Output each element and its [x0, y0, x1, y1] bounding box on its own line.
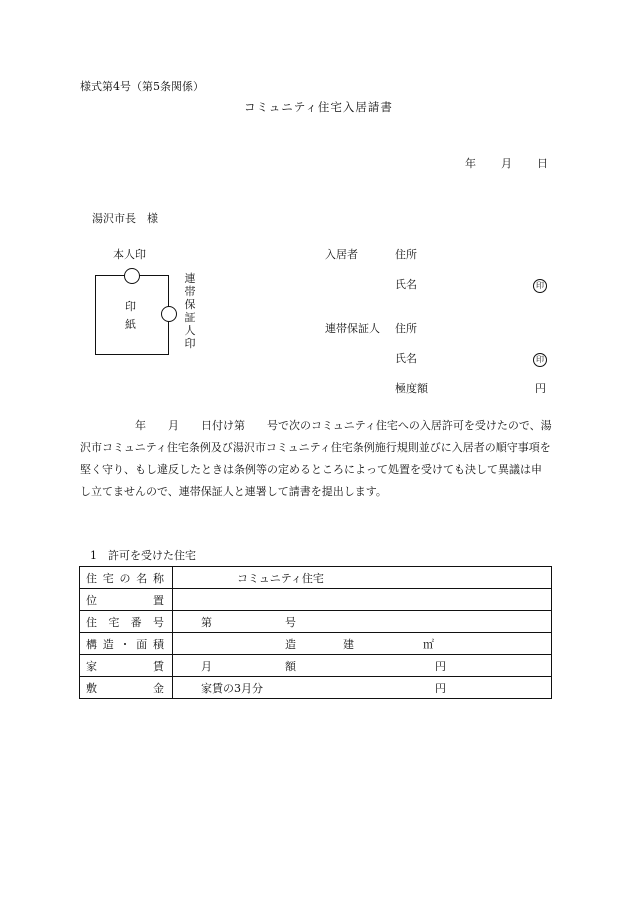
- structure-area-cell: 造 建 ㎡: [173, 633, 552, 655]
- table-row: [80, 655, 552, 677]
- date-day: 日: [537, 157, 548, 170]
- seal-icon: 印: [533, 353, 547, 367]
- addressee: 湯沢市長 様: [92, 212, 158, 225]
- stamp-box-text-1: 印: [125, 300, 136, 313]
- row-label-housing-name: 住 宅 の 名 称: [80, 567, 173, 589]
- housing-info-table: [79, 566, 552, 699]
- row-label-deposit: 敷 金: [80, 677, 173, 699]
- housing-name-cell: コミュニティ住宅: [173, 567, 552, 589]
- housing-number-cell: 第 号: [173, 611, 552, 633]
- row-label-housing-number: 住 宅 番 号: [80, 611, 173, 633]
- table-row: [80, 589, 552, 611]
- row-label-structure-area: 構 造 ・ 面 積: [80, 633, 173, 655]
- pledge-paragraph: 年 月 日付け第 号で次のコミュニティ住宅への入居許可を受けたので、湯沢市コミュニティ住宅条例及び湯沢市コミュニティ住宅条例施行規則並びに入居者の順守事項を堅く守り、もし違反したときは条例等の定めるところによって処置を受けても決して異議は申し立てませんので、連帯保証人と連署して請書を提出します。: [80, 419, 552, 498]
- section-heading: 1 許可を受けた住宅: [90, 549, 196, 562]
- guarantor-seal-mark: [533, 352, 547, 367]
- seal-circle-top: [124, 268, 140, 284]
- applicant-seal-mark: [533, 278, 547, 293]
- date-year: 年: [465, 157, 476, 170]
- table-row: [80, 677, 552, 699]
- row-label-rent: 家 賃: [80, 655, 173, 677]
- stamp-label: 本人印: [113, 248, 146, 261]
- table-row: [80, 611, 552, 633]
- stamp-box-text-2: 紙: [125, 318, 136, 331]
- deposit-cell: 家賃の3月分 円: [173, 677, 552, 699]
- table-row: [80, 567, 552, 589]
- revenue-stamp-box: [95, 275, 169, 355]
- date-month: 月: [501, 157, 512, 170]
- form-number: 様式第4号（第5条関係）: [80, 80, 204, 93]
- applicant-role: 入居者: [325, 248, 358, 261]
- table-row: [80, 633, 552, 655]
- applicant-address-label: 住所: [395, 248, 417, 261]
- guarantor-seal-vertical-label: 連帯保証人印: [184, 272, 196, 350]
- guarantor-name-label: 氏名: [395, 352, 417, 365]
- guarantor-address-label: 住所: [395, 322, 417, 335]
- seal-icon: 印: [533, 279, 547, 293]
- location-cell: [173, 589, 552, 611]
- row-label-location: 位 置: [80, 589, 173, 611]
- guarantor-limit-label: 極度額: [395, 382, 428, 395]
- rent-cell: 月 額 円: [173, 655, 552, 677]
- guarantor-limit-unit: 円: [535, 382, 546, 395]
- guarantor-role: 連帯保証人: [325, 322, 380, 335]
- applicant-name-label: 氏名: [395, 278, 417, 291]
- seal-circle-right: [161, 306, 177, 322]
- page-title: コミュニティ住宅入居請書: [244, 100, 393, 114]
